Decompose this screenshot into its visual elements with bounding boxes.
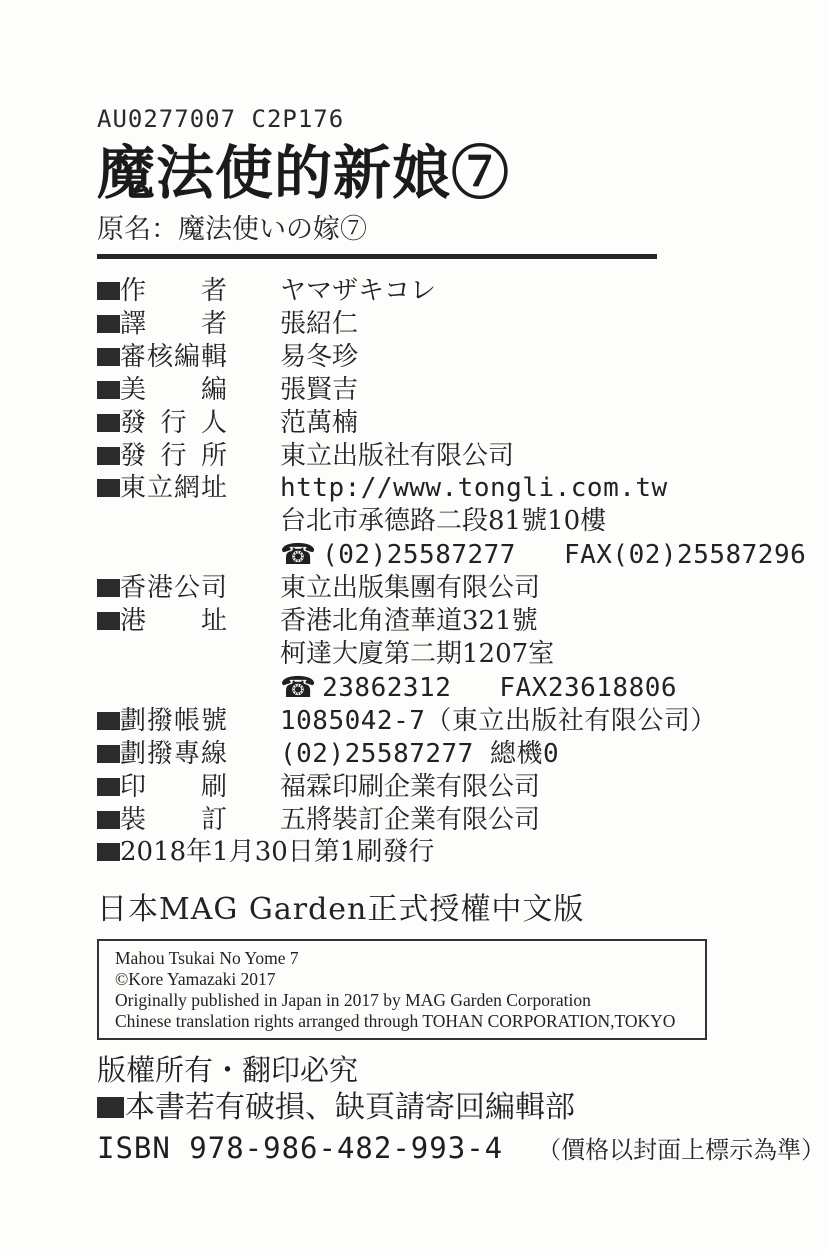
row-author: [97, 275, 789, 308]
row-label: 發行所: [120, 440, 227, 471]
row-value: 范萬楠: [280, 407, 359, 438]
isbn-number: ISBN 978-986-482-993-4: [97, 1131, 504, 1166]
taipei-phone-number: (02)25587277: [322, 540, 516, 571]
bullet-square-icon: [97, 414, 120, 432]
bullet-square-icon: [97, 447, 120, 465]
row-label: 劃撥帳號: [120, 705, 227, 736]
phone-icon: ☎: [280, 669, 317, 704]
copyright-notice: 版權所有・翻印必究: [97, 1053, 359, 1088]
license-line-rights: Chinese translation rights arranged through TOHAN CORPORATION,TOKYO: [115, 1011, 676, 1032]
row-value: ヤマザキコレ: [280, 276, 437, 306]
row-value: 福霖印刷企業有限公司: [280, 771, 541, 802]
issue-date: 2018年1月30日第1刷發行: [120, 837, 435, 868]
license-line-title: Mahou Tsukai No Yome 7: [115, 948, 299, 969]
bullet-square-icon: [97, 381, 120, 399]
hk-phone-number: 23862312: [322, 672, 452, 703]
bullet-square-icon: [97, 315, 120, 333]
row-publishing-house: [97, 440, 789, 473]
bullet-square-icon: [97, 712, 120, 730]
license-box: [97, 939, 707, 1040]
row-value: 東立出版集團有限公司: [280, 573, 541, 604]
taipei-address-line: [97, 505, 789, 538]
divider-rule: [97, 254, 657, 259]
bullet-square-icon: [97, 843, 120, 861]
damage-notice-line: [97, 1088, 789, 1128]
bullet-square-icon: [97, 1097, 124, 1118]
damage-notice: 本書若有破損、缺頁請寄回編輯部: [125, 1090, 575, 1126]
row-label: 裝訂: [120, 804, 227, 835]
row-label: 作者: [120, 276, 227, 306]
book-title: 魔法使的新娘⑦: [97, 139, 511, 207]
hk-address2: 柯達大廈第二期1207室: [280, 638, 555, 669]
row-binding: [97, 804, 789, 837]
row-label: 香港公司: [120, 573, 227, 604]
row-art-editor: [97, 374, 789, 407]
row-postal-account: [97, 705, 789, 738]
license-line-copyright: ©Kore Yamazaki 2017: [115, 969, 276, 990]
website-url: http://www.tongli.com.tw: [280, 473, 668, 504]
row-value: 張賢吉: [280, 374, 359, 405]
colophon-table: [97, 275, 807, 869]
bullet-square-icon: [97, 745, 120, 763]
bullet-square-icon: [97, 282, 120, 300]
row-value: 香港北角渣華道321號: [280, 606, 538, 637]
taipei-fax-number: FAX(02)25587296: [563, 540, 807, 571]
row-publisher-person: [97, 407, 789, 440]
original-title: 原名：魔法使いの嫁⑦: [97, 214, 367, 245]
taipei-phone-line: [97, 537, 807, 572]
row-review-editor: [97, 341, 789, 374]
hk-phone-line: [97, 671, 789, 705]
bullet-square-icon: [97, 811, 120, 829]
product-code: AU0277007 C2P176: [97, 105, 345, 133]
row-postal-hotline: [97, 738, 789, 771]
row-website: [97, 472, 789, 505]
row-label: 港址: [120, 606, 227, 637]
row-hk-company: [97, 572, 789, 605]
row-label: 劃撥專線: [120, 738, 227, 769]
bullet-square-icon: [97, 479, 120, 497]
hk-fax-number: FAX23618806: [499, 672, 678, 703]
price-note: （價格以封面上標示為準）: [537, 1136, 826, 1165]
row-value: 易冬珍: [280, 341, 359, 372]
row-label: 發行人: [120, 407, 227, 438]
row-value: (02)25587277 總機0: [280, 738, 560, 769]
row-label: 審核編輯: [120, 341, 227, 372]
issue-date-row: [97, 836, 789, 869]
row-label: 東立網址: [120, 473, 227, 504]
row-hk-address: [97, 605, 789, 638]
bullet-square-icon: [97, 579, 120, 597]
license-line-original: Originally published in Japan in 2017 by MAG Garden Corporation: [115, 990, 591, 1011]
bullet-square-icon: [97, 778, 120, 796]
taipei-address: 台北市承德路二段81號10樓: [280, 506, 607, 537]
row-value: 1085042-7（東立出版社有限公司）: [280, 705, 717, 736]
row-value: 張紹仁: [280, 308, 359, 339]
bullet-square-icon: [97, 612, 120, 630]
row-value: 東立出版社有限公司: [280, 440, 515, 471]
phone-icon: ☎: [280, 537, 317, 572]
license-heading: 日本MAG Garden正式授權中文版: [97, 892, 585, 928]
row-translator: [97, 308, 789, 341]
isbn-line: [97, 1128, 826, 1173]
row-label: 譯者: [120, 308, 227, 339]
bullet-square-icon: [97, 348, 120, 366]
row-label: 美編: [120, 374, 227, 405]
row-value: 五將裝訂企業有限公司: [280, 804, 541, 835]
row-printer: [97, 771, 789, 804]
row-label: 印刷: [120, 771, 227, 802]
hk-address-line2: [97, 638, 789, 671]
